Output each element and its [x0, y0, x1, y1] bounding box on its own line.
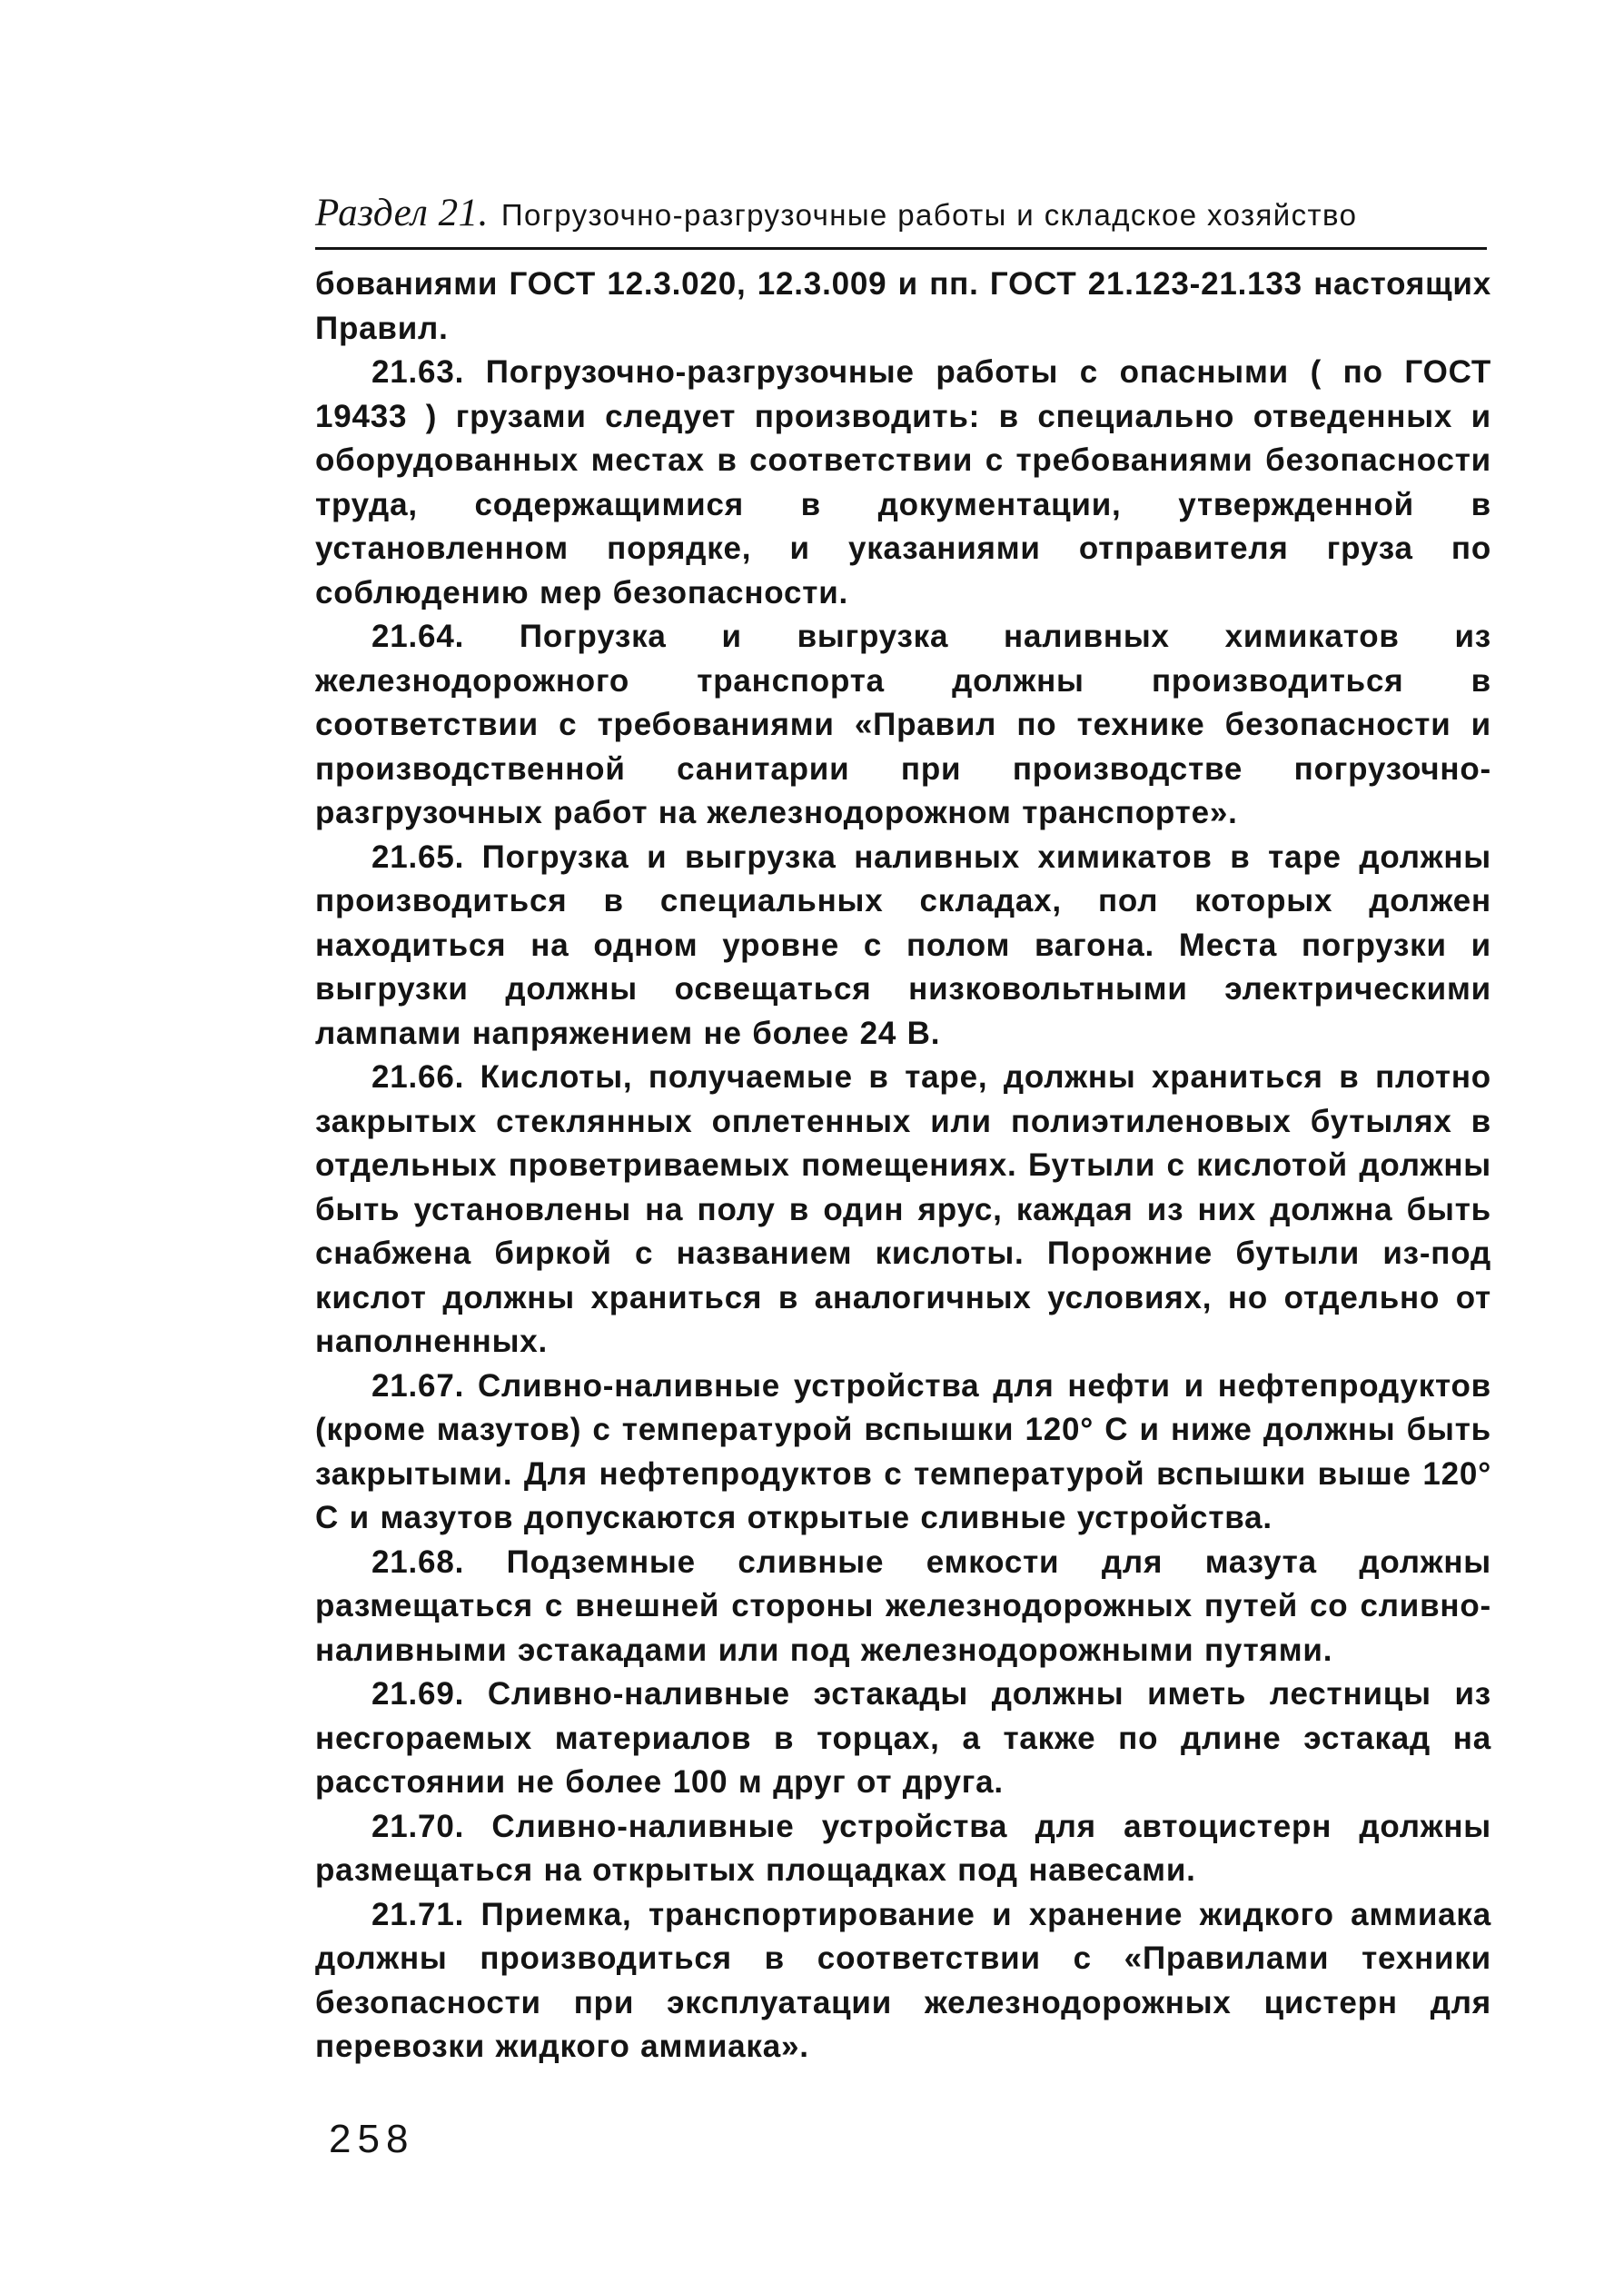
page-number: 258 — [329, 2117, 415, 2161]
paragraph-21-64: 21.64. Погрузка и выгрузка наливных химикатов из железнодорожного транспорта должны производиться в соответствии с требованиями «Правил по технике безопасности и производственной санитарии при производстве погрузочно-разгрузочных работ на железнодорожном транспорте». — [315, 619, 1491, 830]
paragraph-21-68: 21.68. Подземные сливные емкости для мазута должны размещаться с внешней стороны железнодорожных путей со сливно-наливными эстакадами или под железнодорожными путями. — [315, 1544, 1491, 1668]
running-header — [315, 191, 1491, 245]
header-rule — [315, 247, 1487, 250]
document-page — [315, 191, 1491, 2070]
paragraph-continuation: бованиями ГОСТ 12.3.020, 12.3.009 и пп. ГОСТ 21.123-21.133 настоящих Правил. — [315, 266, 1491, 346]
paragraph-21-65: 21.65. Погрузка и выгрузка наливных химикатов в таре должны производиться в специальных складах, пол которых должен находиться на одном уровне с полом вагона. Места погрузки и выгрузки должны освещаться низковольтными электрическими лампами напряжением не более 24 В. — [315, 839, 1491, 1051]
paragraph-21-66: 21.66. Кислоты, получаемые в таре, должны храниться в плотно закрытых стеклянных оплетенных или полиэтиленовых бутылях в отдельных проветриваемых помещениях. Бутыли с кислотой должны быть установлены на полу в один ярус, каждая из них должна быть снабжена биркой с названием кислоты. Порожние бутыли из-под кислот должны храниться в аналогичных условиях, но отдельно от наполненных. — [315, 1059, 1491, 1359]
section-label: Раздел 21. — [315, 192, 489, 234]
section-title: Погрузочно-разгрузочные работы и складское хозяйство — [500, 198, 1358, 232]
paragraph-21-63: 21.63. Погрузочно-разгрузочные работы с опасными ( по ГОСТ 19433 ) грузами следует производить: в специально отведенных и оборудованных местах в соответствии с требованиями безопасности труда, содержащимися в документации, утвержденной в установленном порядке, и указаниями отправителя груза по соблюдению мер безопасности. — [315, 354, 1491, 610]
paragraph-21-71: 21.71. Приемка, транспортирование и хранение жидкого аммиака должны производиться в соответствии с «Правилами техники безопасности при эксплуатации железнодорожных цистерн для перевозки жидкого аммиака». — [315, 1896, 1491, 2064]
body-text — [315, 263, 1491, 2070]
paragraph-21-67: 21.67. Сливно-наливные устройства для нефти и нефтепродуктов (кроме мазутов) с температурой вспышки 120° С и ниже должны быть закрытыми. Для нефтепродуктов с температурой вспышки выше 120° С и мазутов допускаются открытые сливные устройства. — [315, 1367, 1491, 1535]
paragraph-21-69: 21.69. Сливно-наливные эстакады должны иметь лестницы из несгораемых материалов в торцах, а также по длине эстакад на расстоянии не более 100 м друг от друга. — [315, 1676, 1491, 1800]
paragraph-21-70: 21.70. Сливно-наливные устройства для автоцистерн должны размещаться на открытых площадках под навесами. — [315, 1808, 1491, 1888]
